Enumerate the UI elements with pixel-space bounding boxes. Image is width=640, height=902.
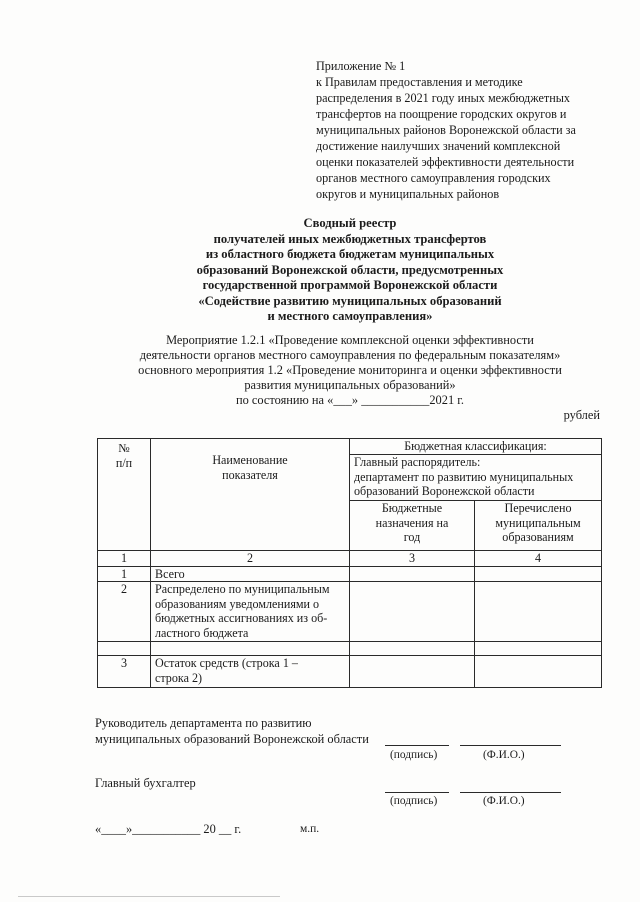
title-line: Сводный реестр	[303, 216, 397, 230]
document-subtitle	[80, 333, 620, 408]
index-cell: 2	[151, 551, 350, 567]
appendix-line: органов местного самоуправления городских	[316, 171, 551, 185]
subtitle-line: основного мероприятия 1.2 «Проведение мониторинга и оценки эффективности	[138, 363, 562, 377]
row-number: 3	[98, 656, 151, 688]
accountant-name-hint: (Ф.И.О.)	[483, 795, 525, 807]
row-number: 2	[98, 582, 151, 642]
stamp-place: м.п.	[300, 823, 320, 835]
row-transferred	[475, 656, 602, 688]
row-transferred	[475, 642, 602, 656]
subtitle-line: Мероприятие 1.2.1 «Проведение комплексной оценки эффективности	[166, 333, 534, 347]
appendix-line: муниципальных районов Воронежской области за	[316, 123, 576, 137]
index-row	[98, 551, 602, 567]
title-line: государственной программой Воронежской области	[202, 278, 498, 292]
header-indicator-name: Наименование показателя	[151, 439, 350, 551]
subtitle-line: по состоянию на «___» ___________2021 г.	[235, 393, 465, 407]
row-name: Остаток средств (строка 1 – строка 2)	[151, 656, 350, 688]
row-budget	[350, 656, 475, 688]
appendix-line: трансфертов на поощрение городских округов и	[316, 107, 567, 121]
appendix-line: оценки показателей эффективности деятельности	[316, 155, 575, 169]
row-budget	[350, 582, 475, 642]
row-budget	[350, 566, 475, 582]
table-row	[98, 566, 602, 582]
scan-artifact-line	[18, 896, 280, 897]
appendix-line: округов и муниципальных районов	[316, 187, 500, 201]
head-signature-hint: (подпись)	[390, 749, 438, 761]
date-line: «____»___________ 20 __ г.	[95, 822, 242, 836]
units-label: рублей	[563, 408, 600, 422]
appendix-line: распределения в 2021 году иных межбюджетных	[316, 91, 571, 105]
table-row	[98, 582, 602, 642]
title-line: получателей иных межбюджетных трансфертов	[213, 231, 487, 246]
row-number: 1	[98, 566, 151, 582]
accountant-signature-line	[385, 792, 449, 793]
accountant-title: Главный бухгалтер	[95, 776, 196, 790]
head-title-line2: муниципальных образований Воронежской области	[95, 732, 369, 746]
row-number	[98, 642, 151, 656]
row-name	[151, 642, 350, 656]
header-budget-allocations: Бюджетные назначения на год	[350, 501, 475, 551]
title-line: «Содействие развитию муниципальных образований	[198, 293, 502, 308]
row-name: Всего	[151, 566, 350, 582]
head-name-line	[460, 745, 561, 746]
head-signature-line	[385, 745, 449, 746]
header-main-manager: Главный распорядитель: департамент по развитию муниципальных образований Воронежской области	[350, 455, 602, 501]
registry-table	[97, 438, 602, 688]
table-row	[98, 656, 602, 688]
head-title-line1: Руководитель департамента по развитию	[95, 716, 312, 730]
title-line: и местного самоуправления»	[267, 309, 433, 323]
table-row	[98, 642, 602, 656]
title-line: образований Воронежской области, предусмотренных	[196, 262, 504, 277]
row-budget	[350, 642, 475, 656]
appendix-line: к Правилам предоставления и методике	[316, 75, 523, 89]
accountant-signature-hint: (подпись)	[390, 795, 438, 807]
index-cell: 3	[350, 551, 475, 567]
header-budget-classification: Бюджетная классификация:	[350, 439, 602, 455]
document-title	[80, 216, 620, 325]
appendix-line: Приложение № 1	[316, 59, 406, 73]
header-number: № п/п	[98, 439, 151, 551]
index-cell: 1	[98, 551, 151, 567]
head-name-hint: (Ф.И.О.)	[483, 749, 525, 761]
appendix-header	[316, 58, 616, 202]
header-transferred: Перечислено муниципальным образованиям	[475, 501, 602, 551]
index-cell: 4	[475, 551, 602, 567]
title-line: из областного бюджета бюджетам муниципальных	[205, 247, 495, 261]
subtitle-line: деятельности органов местного самоуправления по федеральным показателям»	[139, 348, 561, 362]
row-name: Распределено по муниципальным образованиям уведомлениями о бюджетных ассигнованиях из об- ластного бюджета	[151, 582, 350, 642]
appendix-line: достижение наилучших значений комплексной	[316, 139, 561, 153]
row-transferred	[475, 566, 602, 582]
row-transferred	[475, 582, 602, 642]
subtitle-line: развития муниципальных образований»	[244, 378, 456, 392]
accountant-name-line	[460, 792, 561, 793]
